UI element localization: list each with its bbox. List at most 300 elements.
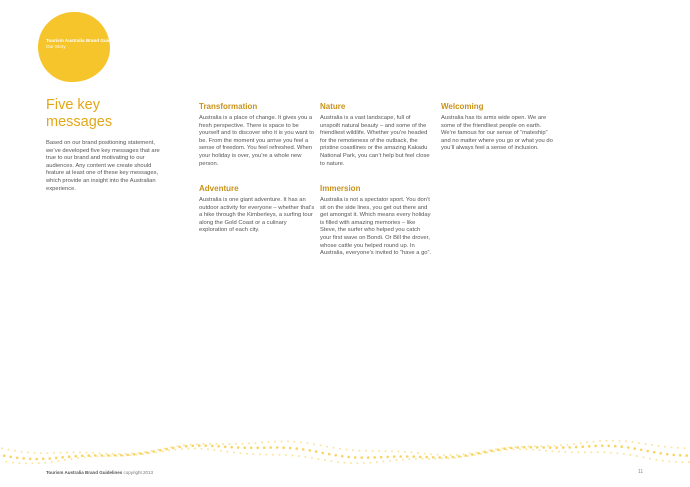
- decorative-dot: [549, 446, 552, 449]
- decorative-dot: [304, 456, 306, 458]
- decorative-dot: [532, 449, 534, 451]
- decorative-dot: [490, 450, 493, 453]
- decorative-dot: [658, 445, 660, 447]
- decorative-dot: [178, 446, 181, 449]
- decorative-dot: [248, 442, 250, 444]
- decorative-dot: [291, 455, 293, 457]
- message-transformation: [199, 102, 315, 168]
- decorative-dot: [620, 445, 623, 448]
- decorative-dot: [489, 449, 491, 451]
- message-title: Nature: [320, 102, 346, 111]
- decorative-dot: [399, 455, 402, 458]
- decorative-dot: [568, 446, 571, 449]
- decorative-dot: [8, 449, 10, 451]
- decorative-dot: [330, 460, 332, 462]
- decorative-dot: [40, 452, 42, 454]
- decorative-dot: [506, 449, 508, 451]
- decorative-dot: [593, 441, 595, 443]
- decorative-dot: [142, 453, 144, 455]
- decorative-dot: [393, 455, 396, 458]
- decorative-dot: [235, 443, 237, 445]
- message-title: Welcoming: [441, 102, 484, 111]
- decorative-dot: [642, 456, 644, 458]
- decorative-dot: [523, 446, 526, 449]
- decorative-dot: [529, 446, 532, 449]
- decorative-dot: [382, 460, 384, 462]
- decorative-dot: [679, 454, 682, 457]
- page-number: 11: [638, 469, 644, 475]
- decorative-dot: [51, 461, 53, 463]
- decorative-dot: [224, 446, 227, 449]
- decorative-dot: [68, 455, 71, 458]
- decorative-dot: [194, 448, 196, 450]
- decorative-dot: [629, 454, 631, 456]
- decorative-dot: [185, 445, 188, 448]
- decorative-dot: [79, 452, 81, 454]
- message-title: Immersion: [320, 184, 361, 193]
- decorative-dot: [404, 451, 406, 453]
- decorative-dot: [294, 441, 296, 443]
- decorative-dot: [555, 446, 558, 449]
- decorative-dot: [469, 453, 471, 455]
- decorative-dot: [9, 456, 12, 459]
- decorative-dot: [246, 453, 248, 455]
- decorative-dot: [581, 445, 584, 448]
- decorative-dot: [497, 448, 500, 451]
- decorative-dot: [438, 456, 441, 459]
- decorative-dot: [289, 447, 292, 450]
- footer-copyright: copyright 2013: [123, 470, 154, 475]
- decorative-dot: [614, 445, 617, 448]
- decorative-dot: [220, 450, 222, 452]
- decorative-dot: [44, 462, 46, 464]
- decorative-dot: [113, 454, 116, 457]
- decorative-dot: [47, 452, 49, 454]
- decorative-dot: [424, 453, 426, 455]
- decorative-dot: [86, 452, 88, 454]
- decorative-dot: [386, 456, 389, 459]
- decorative-dot: [165, 448, 168, 451]
- decorative-dot: [633, 447, 636, 450]
- decorative-dot: [636, 455, 638, 457]
- message-adventure: [199, 184, 315, 235]
- message-body: Australia is a vast landscape, full of unspoilt natural beauty – and some of the friendliest wildlife. Whether you’re headed for the remoteness of the outback, the pristine coastlines or the amazing Kakadu National Park, you can’t help but feel close to nature.: [320, 115, 430, 167]
- decorative-dot: [83, 456, 85, 458]
- decorative-dot: [619, 440, 621, 442]
- decorative-dot: [339, 448, 341, 450]
- decorative-dot: [213, 449, 215, 451]
- decorative-dot: [243, 446, 246, 449]
- decorative-dot: [450, 454, 452, 456]
- decorative-dot: [623, 453, 625, 455]
- decorative-dot: [432, 456, 435, 459]
- decorative-dot: [328, 453, 331, 456]
- decorative-dot: [209, 443, 211, 445]
- decorative-dot: [118, 453, 120, 455]
- decorative-dot: [313, 443, 315, 445]
- decorative-dot: [272, 454, 274, 456]
- decorative-dot: [411, 451, 413, 453]
- decorative-dot: [66, 452, 68, 454]
- decorative-dot: [447, 457, 449, 459]
- decorative-dot: [70, 458, 72, 460]
- decorative-dot: [278, 454, 280, 456]
- decorative-dot: [437, 454, 439, 456]
- decorative-dot: [402, 459, 404, 461]
- decorative-dot: [94, 454, 97, 457]
- decorative-dot: [222, 443, 224, 445]
- decorative-dot: [265, 454, 267, 456]
- decorative-dot: [164, 448, 166, 450]
- decorative-dot: [516, 446, 519, 449]
- decorative-dot: [451, 456, 454, 459]
- decorative-dot: [320, 444, 322, 446]
- decorative-dot: [376, 461, 378, 463]
- decorative-dot: [645, 443, 647, 445]
- decorative-dot: [685, 454, 688, 457]
- decorative-dot: [395, 459, 397, 461]
- decorative-dot: [151, 450, 153, 452]
- decorative-dot: [575, 446, 578, 449]
- decorative-dot: [148, 452, 150, 454]
- decorative-dot: [107, 454, 110, 457]
- decorative-dot: [677, 447, 679, 449]
- decorative-dot: [684, 447, 686, 449]
- decorative-dot: [230, 446, 233, 449]
- decorative-dot: [391, 450, 393, 452]
- decorative-dot: [378, 450, 380, 452]
- decorative-dot: [125, 453, 127, 455]
- decorative-dot: [74, 455, 77, 458]
- decorative-dot: [55, 457, 58, 460]
- decorative-dot: [159, 449, 162, 452]
- decorative-dot: [417, 452, 419, 454]
- decorative-dot: [430, 453, 432, 455]
- decorative-dot: [542, 446, 545, 449]
- decorative-dot: [536, 446, 539, 449]
- decorative-dot: [21, 451, 23, 453]
- decorative-dot: [105, 453, 107, 455]
- decorative-dot: [406, 455, 409, 458]
- decorative-dot: [174, 449, 176, 451]
- decorative-dot: [551, 450, 553, 452]
- decorative-dot: [664, 446, 666, 448]
- decorative-dot: [204, 444, 207, 447]
- decorative-dot: [269, 446, 272, 449]
- message-title: Transformation: [199, 102, 258, 111]
- decorative-dot: [168, 449, 170, 451]
- decorative-dot: [640, 449, 643, 452]
- decorative-dot: [510, 447, 513, 450]
- decorative-dot: [311, 457, 313, 459]
- decorative-dot: [616, 452, 618, 454]
- decorative-dot: [48, 457, 51, 460]
- decorative-dot: [216, 443, 218, 445]
- decorative-dot: [133, 453, 136, 456]
- decorative-dot: [226, 451, 228, 453]
- decorative-dot: [242, 443, 244, 445]
- badge-title: Tourism Australia Brand Guidelines: [46, 38, 124, 43]
- decorative-dot: [263, 446, 266, 449]
- decorative-dot: [638, 442, 640, 444]
- message-body: Australia is not a spectator sport. You don’t sit on the side lines, you get out there and get amongst it. Which means every holiday is filled with amazing memories – like Steve, the surfer who helped you catch your first wave on Bondi. Or Bill the drover, whose cattle you helped round up. In Australia, everyone’s invited to “have a go”.: [320, 197, 432, 257]
- decorative-dot: [259, 453, 261, 455]
- decorative-dot: [12, 462, 14, 464]
- decorative-dot: [200, 448, 202, 450]
- decorative-dot: [14, 450, 16, 452]
- badge-subtitle: Our Story: [46, 44, 66, 49]
- section-badge: [38, 12, 124, 82]
- decorative-dot: [521, 446, 523, 448]
- decorative-dot: [61, 456, 64, 459]
- decorative-dot: [408, 458, 410, 460]
- decorative-dot: [187, 448, 189, 450]
- message-welcoming: [441, 102, 553, 153]
- decorative-dot: [606, 440, 608, 442]
- decorative-dot: [597, 451, 599, 453]
- decorative-dot: [170, 446, 172, 448]
- decorative-dot: [92, 452, 94, 454]
- decorative-dot: [373, 456, 376, 459]
- decorative-dot: [31, 462, 33, 464]
- decorative-dot: [341, 455, 344, 458]
- decorative-dot: [29, 458, 32, 461]
- page-title: Five key messages: [46, 97, 113, 130]
- decorative-dot: [346, 449, 348, 451]
- footer-text: [46, 470, 153, 475]
- decorative-dot: [27, 451, 29, 453]
- decorative-dot: [508, 447, 510, 449]
- decorative-dot: [211, 445, 214, 448]
- message-body: Australia is a place of change. It gives you a fresh perspective. There is space to be yourself and to discover who it is you want to be. From the moment you arrive you feel a sense of freedom. You feel refreshed. When your holiday is over, you’re a whole new person.: [199, 115, 315, 167]
- decorative-dot: [558, 451, 560, 453]
- footer-title: Tourism Australia Brand Guidelines: [46, 470, 123, 475]
- decorative-dot: [415, 458, 417, 460]
- decorative-dot: [649, 458, 651, 460]
- decorative-dot: [646, 450, 649, 453]
- decorative-dot: [261, 441, 263, 443]
- decorative-dot: [352, 449, 354, 451]
- message-title: Adventure: [199, 184, 239, 193]
- decorative-dot: [239, 452, 241, 454]
- decorative-dot: [363, 462, 365, 464]
- decorative-dot: [571, 451, 573, 453]
- decorative-dot: [502, 447, 504, 449]
- decorative-dot: [285, 454, 287, 456]
- decorative-dot: [493, 451, 495, 453]
- decorative-dot: [333, 447, 335, 449]
- decorative-dot: [594, 445, 597, 448]
- decorative-dot: [22, 457, 25, 460]
- decorative-dot: [334, 454, 337, 457]
- decorative-dot: [480, 453, 482, 455]
- decorative-dot: [252, 453, 254, 455]
- decorative-dot: [77, 457, 79, 459]
- decorative-dot: [302, 448, 305, 451]
- decorative-dot: [653, 451, 656, 454]
- decorative-dot: [38, 462, 40, 464]
- decorative-dot: [486, 452, 488, 454]
- decorative-dot: [287, 440, 289, 442]
- decorative-dot: [300, 441, 302, 443]
- decorative-dot: [57, 460, 59, 462]
- decorative-dot: [599, 440, 601, 442]
- decorative-dot: [651, 444, 653, 446]
- decorative-dot: [181, 448, 183, 450]
- decorative-dot: [460, 456, 462, 458]
- decorative-dot: [295, 447, 298, 450]
- decorative-dot: [541, 445, 543, 447]
- decorative-dot: [347, 456, 350, 459]
- decorative-dot: [229, 443, 231, 445]
- decorative-dot: [100, 454, 103, 457]
- decorative-dot: [467, 455, 469, 457]
- decorative-dot: [99, 452, 101, 454]
- decorative-dot: [671, 446, 673, 448]
- decorative-dot: [672, 454, 675, 457]
- decorative-dot: [87, 454, 90, 457]
- decorative-dot: [464, 454, 467, 457]
- decorative-dot: [177, 445, 179, 447]
- decorative-dot: [3, 454, 6, 457]
- decorative-dot: [512, 448, 514, 450]
- decorative-dot: [389, 460, 391, 462]
- decorative-dot: [372, 450, 374, 452]
- decorative-dot: [135, 454, 137, 456]
- decorative-dot: [562, 446, 565, 449]
- decorative-dot: [499, 450, 501, 452]
- decorative-dot: [612, 440, 614, 442]
- decorative-dot: [139, 452, 142, 455]
- decorative-dot: [315, 450, 318, 453]
- decorative-dot: [659, 452, 662, 455]
- decorative-dot: [441, 458, 443, 460]
- message-body: Australia is one giant adventure. It has an outdoor activity for everyone – whether that’s a hike through the Kimberleys, a surfing tour along the Gold Coast or a culinary exploration of each city.: [199, 197, 315, 234]
- decorative-dot: [276, 446, 279, 449]
- decorative-dot: [157, 449, 159, 451]
- decorative-dot: [217, 445, 220, 448]
- decorative-dot: [567, 444, 569, 446]
- decorative-dot: [343, 462, 345, 464]
- decorative-dot: [112, 453, 114, 455]
- decorative-dot: [317, 458, 319, 460]
- decorative-dot: [103, 455, 105, 457]
- decorative-dot: [207, 448, 209, 450]
- decorative-dot: [73, 451, 75, 453]
- decorative-dot: [495, 448, 497, 450]
- decorative-dot: [233, 452, 235, 454]
- decorative-dot: [525, 448, 527, 450]
- decorative-dot: [298, 455, 300, 457]
- decorative-dot: [116, 455, 118, 457]
- decorative-dot: [584, 451, 586, 453]
- decorative-dot: [590, 451, 592, 453]
- decorative-dot: [96, 455, 98, 457]
- decorative-dot: [367, 456, 370, 459]
- decorative-dot: [138, 452, 140, 454]
- decorative-dot: [307, 442, 309, 444]
- decorative-dot: [528, 445, 530, 447]
- decorative-dot: [456, 454, 458, 456]
- message-immersion: [320, 184, 432, 258]
- decorative-dot: [1, 447, 3, 449]
- decorative-dot: [564, 451, 566, 453]
- decorative-dot: [668, 461, 670, 463]
- decorative-dot: [601, 445, 604, 448]
- decorative-dot: [268, 441, 270, 443]
- decorative-dot: [443, 454, 445, 456]
- decorative-dot: [282, 446, 285, 449]
- decorative-dot: [281, 440, 283, 442]
- decorative-dot: [519, 448, 521, 450]
- decorative-dot: [109, 455, 111, 457]
- decorative-dot: [573, 443, 575, 445]
- decorative-dot: [196, 443, 198, 445]
- decorative-dot: [482, 450, 484, 452]
- decorative-dot: [90, 456, 92, 458]
- decorative-dot: [419, 456, 422, 459]
- decorative-dot: [360, 456, 363, 459]
- decorative-dot: [610, 452, 612, 454]
- decorative-dot: [476, 452, 478, 454]
- decorative-dot: [122, 455, 124, 457]
- decorative-dot: [586, 441, 588, 443]
- decorative-dot: [538, 449, 540, 451]
- decorative-dot: [412, 455, 415, 458]
- decorative-dot: [477, 452, 480, 455]
- decorative-dot: [60, 452, 62, 454]
- intro-paragraph: Based on our brand positioning statement, we’ve developed five key messages that are true to our brand and motivating to our audiences. Any content we create should feature at least one of these key messages, which provide an insight into the Australian experience.: [46, 140, 160, 192]
- decorative-dot: [577, 451, 579, 453]
- decorative-dot: [255, 442, 257, 444]
- decorative-dot: [547, 445, 549, 447]
- decorative-dot: [454, 457, 456, 459]
- decorative-dot: [359, 450, 361, 452]
- decorative-dot: [473, 454, 475, 456]
- decorative-dot: [560, 444, 562, 446]
- decorative-dot: [666, 453, 669, 456]
- decorative-dot: [256, 447, 259, 450]
- decorative-dot: [5, 461, 7, 463]
- decorative-dot: [18, 462, 20, 464]
- decorative-dot: [183, 444, 185, 446]
- decorative-dot: [237, 446, 240, 449]
- decorative-dot: [588, 445, 591, 448]
- decorative-dot: [250, 447, 253, 450]
- decorative-dot: [146, 451, 149, 454]
- decorative-dot: [655, 459, 657, 461]
- decorative-dot: [681, 461, 683, 463]
- decorative-dot: [326, 446, 328, 448]
- decorative-dot: [354, 456, 357, 459]
- decorative-dot: [503, 447, 506, 450]
- decorative-dot: [191, 445, 194, 448]
- decorative-dot: [662, 460, 664, 462]
- decorative-dot: [421, 458, 423, 460]
- decorative-dot: [434, 458, 436, 460]
- decorative-dot: [337, 461, 339, 463]
- decorative-dot: [308, 449, 311, 452]
- decorative-dot: [81, 455, 84, 458]
- decorative-dot-line: [0, 432, 690, 472]
- decorative-dot: [675, 461, 677, 463]
- decorative-dot: [120, 454, 123, 457]
- decorative-dot: [607, 445, 610, 448]
- decorative-dot: [144, 451, 146, 453]
- decorative-dot: [545, 450, 547, 452]
- decorative-dot: [161, 450, 163, 452]
- decorative-dot: [632, 441, 634, 443]
